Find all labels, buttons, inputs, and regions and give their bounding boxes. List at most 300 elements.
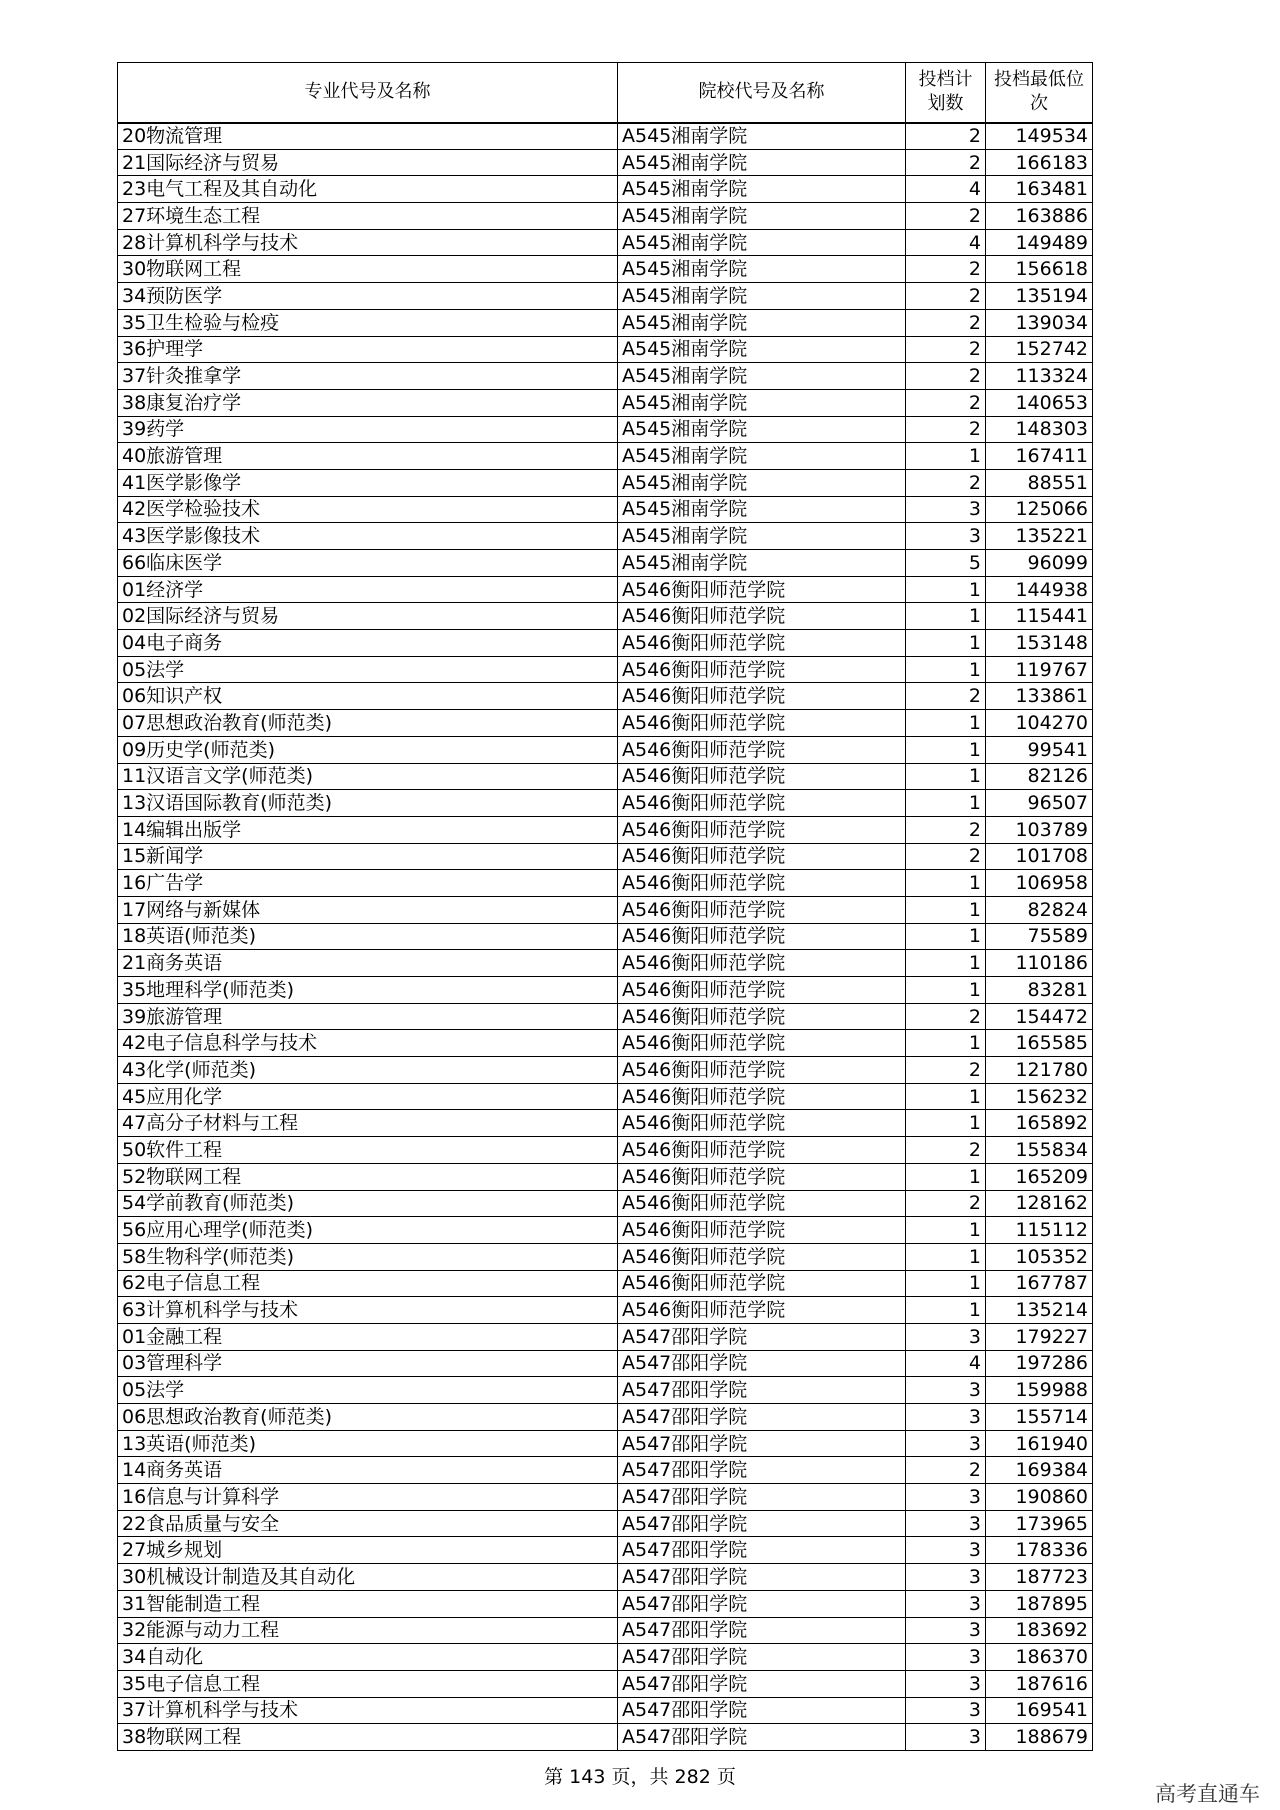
school-cell: A547邵阳学院	[618, 1724, 906, 1751]
plan-count-cell: 1	[906, 923, 986, 950]
school-cell: A547邵阳学院	[618, 1644, 906, 1671]
table-row	[118, 977, 1093, 1004]
school-cell: A546衡阳师范学院	[618, 630, 906, 657]
plan-count-cell: 4	[906, 229, 986, 256]
min-rank-cell: 96099	[986, 550, 1093, 577]
major-cell: 34预防医学	[118, 283, 618, 310]
major-cell: 05法学	[118, 656, 618, 683]
min-rank-cell: 106958	[986, 870, 1093, 897]
table-row	[118, 1377, 1093, 1404]
plan-count-cell: 3	[906, 1484, 986, 1511]
table-row	[118, 443, 1093, 470]
major-cell: 14商务英语	[118, 1457, 618, 1484]
plan-count-cell: 1	[906, 1030, 986, 1057]
major-cell: 56应用心理学(师范类)	[118, 1217, 618, 1244]
min-rank-cell: 82824	[986, 896, 1093, 923]
school-cell: A545湘南学院	[618, 309, 906, 336]
school-cell: A546衡阳师范学院	[618, 736, 906, 763]
min-rank-cell: 135214	[986, 1297, 1093, 1324]
plan-count-cell: 2	[906, 256, 986, 283]
school-cell: A545湘南学院	[618, 256, 906, 283]
school-cell: A545湘南学院	[618, 496, 906, 523]
header-plan: 投档计划数	[906, 63, 986, 123]
min-rank-cell: 169384	[986, 1457, 1093, 1484]
school-cell: A546衡阳师范学院	[618, 1057, 906, 1084]
min-rank-cell: 197286	[986, 1350, 1093, 1377]
plan-count-cell: 1	[906, 870, 986, 897]
major-cell: 28计算机科学与技术	[118, 229, 618, 256]
table-row	[118, 1270, 1093, 1297]
school-cell: A547邵阳学院	[618, 1350, 906, 1377]
plan-count-cell: 1	[906, 710, 986, 737]
major-cell: 04电子商务	[118, 630, 618, 657]
school-cell: A546衡阳师范学院	[618, 1297, 906, 1324]
table-row	[118, 1323, 1093, 1350]
min-rank-cell: 179227	[986, 1323, 1093, 1350]
table-row	[118, 1537, 1093, 1564]
min-rank-cell: 165209	[986, 1163, 1093, 1190]
min-rank-cell: 113324	[986, 363, 1093, 390]
major-cell: 09历史学(师范类)	[118, 736, 618, 763]
school-cell: A547邵阳学院	[618, 1537, 906, 1564]
school-cell: A545湘南学院	[618, 149, 906, 176]
min-rank-cell: 105352	[986, 1243, 1093, 1270]
major-cell: 35卫生检验与检疫	[118, 309, 618, 336]
school-cell: A545湘南学院	[618, 203, 906, 230]
min-rank-cell: 165892	[986, 1110, 1093, 1137]
min-rank-cell: 187616	[986, 1670, 1093, 1697]
plan-count-cell: 3	[906, 1697, 986, 1724]
school-cell: A546衡阳师范学院	[618, 950, 906, 977]
plan-count-cell: 2	[906, 1057, 986, 1084]
plan-count-cell: 1	[906, 977, 986, 1004]
table-row	[118, 1030, 1093, 1057]
major-cell: 42电子信息科学与技术	[118, 1030, 618, 1057]
plan-count-cell: 3	[906, 1537, 986, 1564]
school-cell: A547邵阳学院	[618, 1404, 906, 1431]
school-cell: A545湘南学院	[618, 363, 906, 390]
plan-count-cell: 1	[906, 1243, 986, 1270]
min-rank-cell: 99541	[986, 736, 1093, 763]
school-cell: A546衡阳师范学院	[618, 603, 906, 630]
plan-count-cell: 2	[906, 309, 986, 336]
school-cell: A546衡阳师范学院	[618, 1190, 906, 1217]
major-cell: 07思想政治教育(师范类)	[118, 710, 618, 737]
min-rank-cell: 187723	[986, 1564, 1093, 1591]
table-row	[118, 469, 1093, 496]
school-cell: A547邵阳学院	[618, 1323, 906, 1350]
table-header	[118, 63, 1093, 123]
school-cell: A546衡阳师范学院	[618, 843, 906, 870]
school-cell: A545湘南学院	[618, 469, 906, 496]
table-row	[118, 923, 1093, 950]
table-row	[118, 1590, 1093, 1617]
school-cell: A546衡阳师范学院	[618, 790, 906, 817]
school-cell: A546衡阳师范学院	[618, 1030, 906, 1057]
min-rank-cell: 155714	[986, 1404, 1093, 1431]
school-cell: A545湘南学院	[618, 389, 906, 416]
min-rank-cell: 188679	[986, 1724, 1093, 1751]
table-row	[118, 1057, 1093, 1084]
min-rank-cell: 133861	[986, 683, 1093, 710]
plan-count-cell: 1	[906, 1163, 986, 1190]
table-row	[118, 416, 1093, 443]
table-row	[118, 1003, 1093, 1030]
plan-count-cell: 3	[906, 523, 986, 550]
min-rank-cell: 139034	[986, 309, 1093, 336]
major-cell: 22食品质量与安全	[118, 1510, 618, 1537]
min-rank-cell: 187895	[986, 1590, 1093, 1617]
min-rank-cell: 128162	[986, 1190, 1093, 1217]
major-cell: 50软件工程	[118, 1137, 618, 1164]
school-cell: A545湘南学院	[618, 229, 906, 256]
plan-count-cell: 2	[906, 363, 986, 390]
school-cell: A545湘南学院	[618, 523, 906, 550]
table-row	[118, 176, 1093, 203]
school-cell: A546衡阳师范学院	[618, 763, 906, 790]
table-row	[118, 1457, 1093, 1484]
major-cell: 14编辑出版学	[118, 816, 618, 843]
school-cell: A546衡阳师范学院	[618, 1003, 906, 1030]
school-cell: A547邵阳学院	[618, 1430, 906, 1457]
plan-count-cell: 3	[906, 496, 986, 523]
major-cell: 54学前教育(师范类)	[118, 1190, 618, 1217]
major-cell: 03管理科学	[118, 1350, 618, 1377]
admission-table	[117, 62, 1093, 1751]
major-cell: 27城乡规划	[118, 1537, 618, 1564]
min-rank-cell: 167411	[986, 443, 1093, 470]
table-row	[118, 283, 1093, 310]
school-cell: A545湘南学院	[618, 336, 906, 363]
table-row	[118, 1110, 1093, 1137]
school-cell: A546衡阳师范学院	[618, 1083, 906, 1110]
brand-watermark: 高考直通车	[1155, 1782, 1260, 1806]
school-cell: A546衡阳师范学院	[618, 870, 906, 897]
min-rank-cell: 149534	[986, 123, 1093, 150]
plan-count-cell: 1	[906, 1217, 986, 1244]
major-cell: 37针灸推拿学	[118, 363, 618, 390]
min-rank-cell: 149489	[986, 229, 1093, 256]
min-rank-cell: 96507	[986, 790, 1093, 817]
plan-count-cell: 2	[906, 1137, 986, 1164]
major-cell: 39药学	[118, 416, 618, 443]
table-row	[118, 389, 1093, 416]
header-rank: 投档最低位次	[986, 63, 1093, 123]
major-cell: 11汉语言文学(师范类)	[118, 763, 618, 790]
school-cell: A546衡阳师范学院	[618, 1163, 906, 1190]
major-cell: 15新闻学	[118, 843, 618, 870]
plan-count-cell: 1	[906, 1270, 986, 1297]
min-rank-cell: 154472	[986, 1003, 1093, 1030]
major-cell: 52物联网工程	[118, 1163, 618, 1190]
table-row	[118, 683, 1093, 710]
major-cell: 45应用化学	[118, 1083, 618, 1110]
school-cell: A546衡阳师范学院	[618, 816, 906, 843]
plan-count-cell: 1	[906, 443, 986, 470]
min-rank-cell: 186370	[986, 1644, 1093, 1671]
major-cell: 17网络与新媒体	[118, 896, 618, 923]
min-rank-cell: 156618	[986, 256, 1093, 283]
table-row	[118, 656, 1093, 683]
major-cell: 01金融工程	[118, 1323, 618, 1350]
plan-count-cell: 2	[906, 1190, 986, 1217]
table-row	[118, 1190, 1093, 1217]
page-number: 第 143 页，共 282 页	[544, 1766, 736, 1788]
table-row	[118, 736, 1093, 763]
table-row	[118, 256, 1093, 283]
header-school: 院校代号及名称	[618, 63, 906, 123]
min-rank-cell: 83281	[986, 977, 1093, 1004]
school-cell: A546衡阳师范学院	[618, 710, 906, 737]
plan-count-cell: 2	[906, 123, 986, 150]
major-cell: 38康复治疗学	[118, 389, 618, 416]
school-cell: A546衡阳师范学院	[618, 576, 906, 603]
plan-count-cell: 1	[906, 656, 986, 683]
school-cell: A547邵阳学院	[618, 1670, 906, 1697]
school-cell: A546衡阳师范学院	[618, 1137, 906, 1164]
table-row	[118, 1644, 1093, 1671]
table-row	[118, 336, 1093, 363]
min-rank-cell: 115441	[986, 603, 1093, 630]
plan-count-cell: 3	[906, 1323, 986, 1350]
major-cell: 27环境生态工程	[118, 203, 618, 230]
school-cell: A547邵阳学院	[618, 1510, 906, 1537]
major-cell: 05法学	[118, 1377, 618, 1404]
min-rank-cell: 144938	[986, 576, 1093, 603]
table-body	[118, 123, 1093, 1751]
plan-count-cell: 1	[906, 576, 986, 603]
major-cell: 16广告学	[118, 870, 618, 897]
min-rank-cell: 183692	[986, 1617, 1093, 1644]
major-cell: 37计算机科学与技术	[118, 1697, 618, 1724]
min-rank-cell: 82126	[986, 763, 1093, 790]
major-cell: 31智能制造工程	[118, 1590, 618, 1617]
school-cell: A546衡阳师范学院	[618, 656, 906, 683]
plan-count-cell: 1	[906, 630, 986, 657]
table-row	[118, 1724, 1093, 1751]
plan-count-cell: 1	[906, 950, 986, 977]
table-row	[118, 896, 1093, 923]
table-row	[118, 1404, 1093, 1431]
min-rank-cell: 125066	[986, 496, 1093, 523]
school-cell: A545湘南学院	[618, 123, 906, 150]
plan-count-cell: 3	[906, 1510, 986, 1537]
table-row	[118, 1564, 1093, 1591]
plan-count-cell: 3	[906, 1724, 986, 1751]
table-row	[118, 203, 1093, 230]
plan-count-cell: 2	[906, 336, 986, 363]
school-cell: A547邵阳学院	[618, 1697, 906, 1724]
min-rank-cell: 169541	[986, 1697, 1093, 1724]
min-rank-cell: 155834	[986, 1137, 1093, 1164]
plan-count-cell: 3	[906, 1564, 986, 1591]
table-row	[118, 1617, 1093, 1644]
school-cell: A546衡阳师范学院	[618, 1110, 906, 1137]
major-cell: 47高分子材料与工程	[118, 1110, 618, 1137]
major-cell: 62电子信息工程	[118, 1270, 618, 1297]
plan-count-cell: 2	[906, 283, 986, 310]
min-rank-cell: 166183	[986, 149, 1093, 176]
school-cell: A546衡阳师范学院	[618, 923, 906, 950]
min-rank-cell: 115112	[986, 1217, 1093, 1244]
table-row	[118, 1137, 1093, 1164]
table-row	[118, 630, 1093, 657]
min-rank-cell: 148303	[986, 416, 1093, 443]
major-cell: 02国际经济与贸易	[118, 603, 618, 630]
table-row	[118, 763, 1093, 790]
table-row	[118, 843, 1093, 870]
min-rank-cell: 173965	[986, 1510, 1093, 1537]
plan-count-cell: 4	[906, 1350, 986, 1377]
min-rank-cell: 153148	[986, 630, 1093, 657]
major-cell: 13汉语国际教育(师范类)	[118, 790, 618, 817]
major-cell: 36护理学	[118, 336, 618, 363]
school-cell: A545湘南学院	[618, 550, 906, 577]
plan-count-cell: 2	[906, 1003, 986, 1030]
min-rank-cell: 110186	[986, 950, 1093, 977]
table-row	[118, 1350, 1093, 1377]
plan-count-cell: 2	[906, 203, 986, 230]
min-rank-cell: 140653	[986, 389, 1093, 416]
school-cell: A546衡阳师范学院	[618, 896, 906, 923]
plan-count-cell: 2	[906, 843, 986, 870]
major-cell: 40旅游管理	[118, 443, 618, 470]
min-rank-cell: 101708	[986, 843, 1093, 870]
min-rank-cell: 152742	[986, 336, 1093, 363]
min-rank-cell: 75589	[986, 923, 1093, 950]
table-row	[118, 790, 1093, 817]
school-cell: A547邵阳学院	[618, 1590, 906, 1617]
min-rank-cell: 178336	[986, 1537, 1093, 1564]
plan-count-cell: 1	[906, 1297, 986, 1324]
min-rank-cell: 163481	[986, 176, 1093, 203]
plan-count-cell: 5	[906, 550, 986, 577]
plan-count-cell: 3	[906, 1377, 986, 1404]
plan-count-cell: 1	[906, 603, 986, 630]
school-cell: A547邵阳学院	[618, 1377, 906, 1404]
plan-count-cell: 2	[906, 149, 986, 176]
school-cell: A546衡阳师范学院	[618, 1270, 906, 1297]
major-cell: 13英语(师范类)	[118, 1430, 618, 1457]
table-row	[118, 1083, 1093, 1110]
table-row	[118, 363, 1093, 390]
major-cell: 01经济学	[118, 576, 618, 603]
table-row	[118, 149, 1093, 176]
table-row	[118, 576, 1093, 603]
table-row	[118, 550, 1093, 577]
plan-count-cell: 3	[906, 1644, 986, 1671]
table-row	[118, 229, 1093, 256]
major-cell: 06知识产权	[118, 683, 618, 710]
table-row	[118, 1243, 1093, 1270]
major-cell: 18英语(师范类)	[118, 923, 618, 950]
min-rank-cell: 190860	[986, 1484, 1093, 1511]
plan-count-cell: 1	[906, 736, 986, 763]
school-cell: A546衡阳师范学院	[618, 1217, 906, 1244]
min-rank-cell: 165585	[986, 1030, 1093, 1057]
major-cell: 38物联网工程	[118, 1724, 618, 1751]
plan-count-cell: 4	[906, 176, 986, 203]
plan-count-cell: 2	[906, 816, 986, 843]
min-rank-cell: 103789	[986, 816, 1093, 843]
school-cell: A547邵阳学院	[618, 1484, 906, 1511]
plan-count-cell: 2	[906, 416, 986, 443]
major-cell: 32能源与动力工程	[118, 1617, 618, 1644]
major-cell: 35地理科学(师范类)	[118, 977, 618, 1004]
school-cell: A545湘南学院	[618, 283, 906, 310]
plan-count-cell: 3	[906, 1404, 986, 1431]
plan-count-cell: 3	[906, 1430, 986, 1457]
plan-count-cell: 1	[906, 763, 986, 790]
plan-count-cell: 2	[906, 683, 986, 710]
table-row	[118, 870, 1093, 897]
table-row	[118, 1163, 1093, 1190]
min-rank-cell: 161940	[986, 1430, 1093, 1457]
table-row	[118, 710, 1093, 737]
major-cell: 21国际经济与贸易	[118, 149, 618, 176]
school-cell: A547邵阳学院	[618, 1564, 906, 1591]
table-row	[118, 816, 1093, 843]
school-cell: A546衡阳师范学院	[618, 977, 906, 1004]
plan-count-cell: 1	[906, 1110, 986, 1137]
table-row	[118, 496, 1093, 523]
min-rank-cell: 88551	[986, 469, 1093, 496]
header-major: 专业代号及名称	[118, 63, 618, 123]
school-cell: A546衡阳师范学院	[618, 683, 906, 710]
table-row	[118, 1510, 1093, 1537]
min-rank-cell: 159988	[986, 1377, 1093, 1404]
major-cell: 30物联网工程	[118, 256, 618, 283]
major-cell: 30机械设计制造及其自动化	[118, 1564, 618, 1591]
major-cell: 43化学(师范类)	[118, 1057, 618, 1084]
major-cell: 21商务英语	[118, 950, 618, 977]
major-cell: 42医学检验技术	[118, 496, 618, 523]
table-row	[118, 123, 1093, 150]
min-rank-cell: 104270	[986, 710, 1093, 737]
major-cell: 43医学影像技术	[118, 523, 618, 550]
table-row	[118, 1217, 1093, 1244]
major-cell: 06思想政治教育(师范类)	[118, 1404, 618, 1431]
table-row	[118, 1430, 1093, 1457]
min-rank-cell: 135221	[986, 523, 1093, 550]
major-cell: 35电子信息工程	[118, 1670, 618, 1697]
school-cell: A546衡阳师范学院	[618, 1243, 906, 1270]
major-cell: 66临床医学	[118, 550, 618, 577]
min-rank-cell: 135194	[986, 283, 1093, 310]
major-cell: 41医学影像学	[118, 469, 618, 496]
plan-count-cell: 1	[906, 896, 986, 923]
plan-count-cell: 1	[906, 1083, 986, 1110]
plan-count-cell: 2	[906, 1457, 986, 1484]
table-row	[118, 1484, 1093, 1511]
table-row	[118, 523, 1093, 550]
plan-count-cell: 3	[906, 1590, 986, 1617]
min-rank-cell: 167787	[986, 1270, 1093, 1297]
plan-count-cell: 3	[906, 1670, 986, 1697]
min-rank-cell: 163886	[986, 203, 1093, 230]
table-row	[118, 1670, 1093, 1697]
major-cell: 39旅游管理	[118, 1003, 618, 1030]
plan-count-cell: 1	[906, 790, 986, 817]
major-cell: 16信息与计算科学	[118, 1484, 618, 1511]
school-cell: A545湘南学院	[618, 416, 906, 443]
school-cell: A547邵阳学院	[618, 1457, 906, 1484]
table-row	[118, 950, 1093, 977]
min-rank-cell: 121780	[986, 1057, 1093, 1084]
min-rank-cell: 156232	[986, 1083, 1093, 1110]
table-row	[118, 603, 1093, 630]
school-cell: A547邵阳学院	[618, 1617, 906, 1644]
